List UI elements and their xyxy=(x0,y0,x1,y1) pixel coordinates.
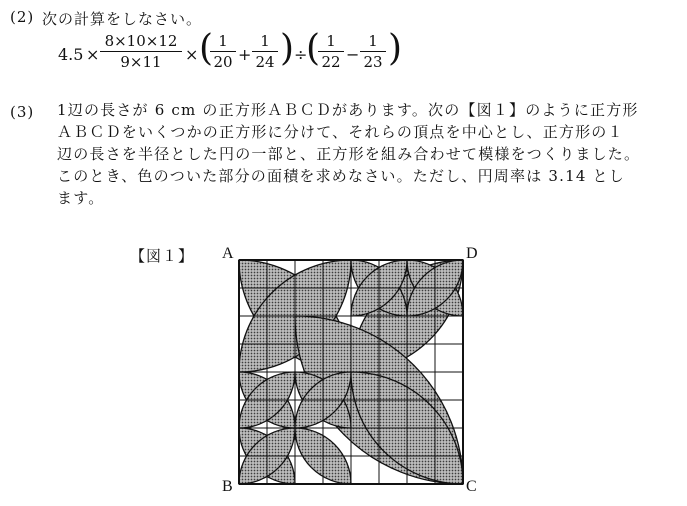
fraction-numerator: 1 xyxy=(260,32,270,50)
q3-line: ＡＢＣＤをいくつかの正方形に分けて、それらの頂点を中心とし、正方形の１ xyxy=(57,123,624,141)
expr-lparen-1: ( xyxy=(199,28,214,69)
fraction-numerator: 1 xyxy=(326,32,336,50)
fraction-numerator: 1 xyxy=(218,32,228,50)
expr-fraction-3 xyxy=(252,33,278,70)
fraction-bar xyxy=(318,51,344,52)
expr-rparen-1: ) xyxy=(280,28,295,69)
expr-minus: − xyxy=(346,45,360,64)
fraction-bar xyxy=(360,51,386,52)
q3-label: (3) xyxy=(10,103,35,121)
fraction-numerator: 1 xyxy=(368,32,378,50)
corner-label-d: D xyxy=(466,245,478,262)
q3-line: このとき、色のついた部分の面積を求めなさい。ただし、円周率は 3.14 とし xyxy=(57,167,625,185)
q3-line: 辺の長さを半径とした円の一部と、正方形を組み合わせて模様をつくりました。 xyxy=(57,145,641,163)
pattern-figure xyxy=(235,256,467,488)
fraction-denominator: 20 xyxy=(213,53,233,71)
corner-label-c: C xyxy=(466,478,477,495)
fraction-bar xyxy=(210,51,236,52)
expr-divide: ÷ xyxy=(294,45,308,64)
corner-label-b: B xyxy=(222,478,233,495)
figure-label: 【図１】 xyxy=(130,247,195,265)
expr-fraction-4 xyxy=(318,33,344,70)
fraction-denominator: 22 xyxy=(321,53,341,71)
expr-times-2: × xyxy=(185,45,199,64)
q2-instruction: 次の計算をしなさい。 xyxy=(42,10,203,28)
fraction-bar xyxy=(100,51,182,52)
corner-label-a: A xyxy=(222,245,234,262)
fraction-numerator: 8×10×12 xyxy=(104,32,178,50)
q3-line: ます。 xyxy=(57,189,105,207)
fraction-bar xyxy=(252,51,278,52)
expr-lead: 4.5 xyxy=(58,45,84,64)
q2-expression xyxy=(0,0,687,90)
expr-plus: + xyxy=(238,45,252,64)
expr-lparen-2: ( xyxy=(306,28,321,69)
q3-line: 1辺の長さが 6 cm の正方形ＡＢＣＤがあります。次の【図１】のように正方形 xyxy=(57,101,639,119)
q3-paragraph xyxy=(57,99,640,209)
fraction-denominator: 9×11 xyxy=(120,53,162,71)
fraction-denominator: 24 xyxy=(255,53,275,71)
expr-fraction-1 xyxy=(100,33,182,70)
expr-times-1: × xyxy=(86,45,100,64)
expr-fraction-2 xyxy=(210,33,236,70)
expr-fraction-5 xyxy=(360,33,386,70)
fraction-denominator: 23 xyxy=(363,53,383,71)
expr-rparen-2: ) xyxy=(388,28,403,69)
q2-label: (2) xyxy=(10,8,35,26)
